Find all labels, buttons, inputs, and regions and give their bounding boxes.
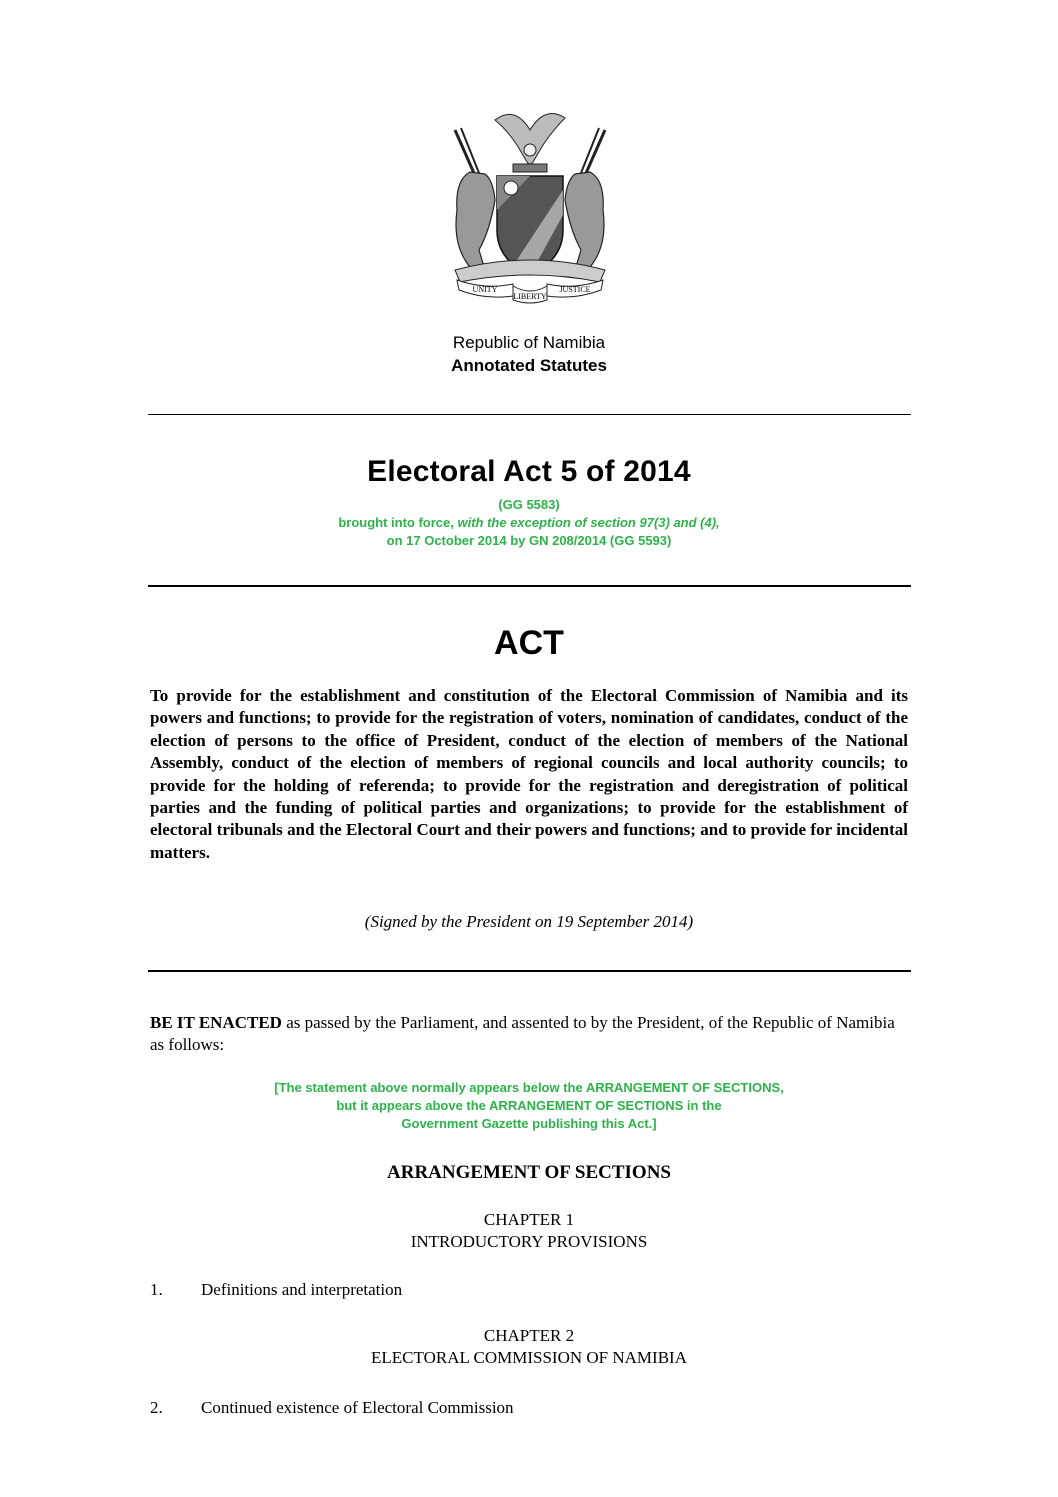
chapter-title: ELECTORAL COMMISSION OF NAMIBIA [371, 1348, 687, 1367]
chapter-number: CHAPTER 1 [483, 1210, 575, 1229]
commencement-prefix: brought into force, [338, 515, 458, 530]
signed-statement: (Signed by the President on 19 September 2014) [364, 912, 694, 931]
enactment-lead: BE IT ENACTED [150, 1013, 282, 1032]
section-number: 1. [150, 1280, 163, 1299]
enactment-rest: as passed by the Parliament, and assented to by the President, of the Republic of Namibia as follows: [150, 1013, 895, 1054]
editorial-note [0, 1079, 1058, 1133]
editorial-note-line-2: but it appears above the ARRANGEMENT OF SECTIONS in the [336, 1098, 722, 1113]
act-heading: ACT [494, 624, 564, 662]
chapter-1-heading [0, 1209, 1058, 1253]
act-title: Electoral Act 5 of 2014 [367, 455, 691, 488]
long-title: To provide for the establishment and constitution of the Electoral Commission of Namibia and its powers and functions; to provide for the registration of voters, nomination of candidates, conduct of the election of persons to the office of President, conduct of the election of members of the National Assembly, conduct of the election of members of regional councils and local authority councils; to provide for the holding of referenda; to provide for the registration and deregistration of political parties and the funding of political parties and organizations; to provide for the establishment of electoral tribunals and the Electoral Court and their powers and functions; and to provide for incidental matters. [150, 686, 908, 862]
section-title: Continued existence of Electoral Commission [201, 1398, 514, 1417]
country-name: Republic of Namibia [452, 333, 606, 352]
section-title: Definitions and interpretation [201, 1280, 403, 1299]
motto-unity: UNITY [472, 285, 498, 294]
enactment-clause [150, 1012, 910, 1056]
section-number: 2. [150, 1398, 163, 1417]
editorial-note-line-1: [The statement above normally appears below the ARRANGEMENT OF SECTIONS, [274, 1080, 784, 1095]
editorial-note-line-3: Government Gazette publishing this Act.] [401, 1116, 657, 1131]
chapter-title: INTRODUCTORY PROVISIONS [410, 1232, 648, 1251]
coat-of-arms-image [435, 100, 625, 305]
commencement-exception: with the exception of section 97(3) and (4), [457, 515, 720, 530]
commencement-line-2: on 17 October 2014 by GN 208/2014 (GG 5593) [386, 533, 672, 548]
chapter-number: CHAPTER 2 [483, 1326, 575, 1345]
arrangement-heading: ARRANGEMENT OF SECTIONS [387, 1162, 671, 1183]
collection-name: Annotated Statutes [451, 356, 607, 375]
divider-signed [148, 970, 911, 972]
commencement-line-1 [0, 514, 1058, 532]
motto-liberty: LIBERTY [513, 292, 547, 301]
chapter-2-heading [0, 1325, 1058, 1369]
motto-justice: JUSTICE [559, 285, 591, 294]
gazette-reference: (GG 5583) [498, 497, 560, 512]
divider-top [148, 414, 911, 415]
divider-title [148, 585, 911, 587]
